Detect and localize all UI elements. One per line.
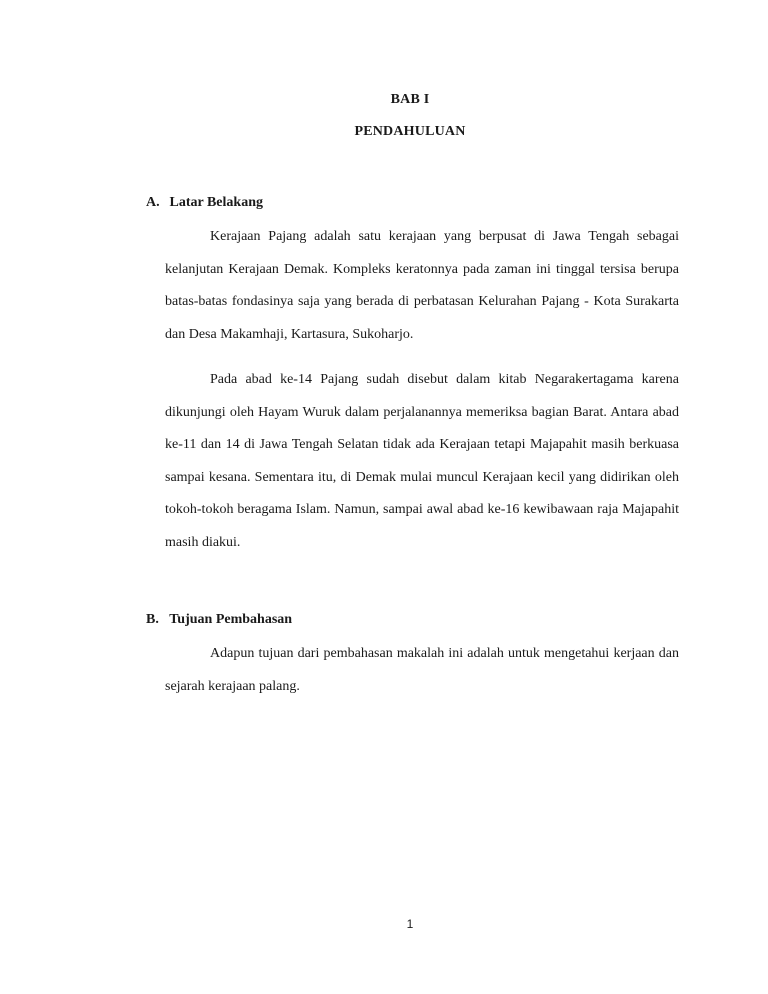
section-title: Latar Belakang (169, 195, 263, 210)
paragraph-abad-ke-14: Pada abad ke-14 Pajang sudah disebut dalam kitab Negarakertagama karena dikunjungi oleh Hayam Wuruk dalam perjalanannya memeriksa bagian Barat. Antara abad ke-11 dan 14 di Jawa Tengah Selatan tidak ada Kerajaan tetapi Majapahit masih berkuasa sampai kesana. Sementara itu, di Demak mulai muncul Kerajaan kecil yang didirikan oleh tokoh-tokoh beragama Islam. Namun, sampai awal abad ke-16 kewibawaan raja Majapahit masih diakui. (165, 372, 679, 550)
page-number: 1 (406, 917, 414, 931)
paragraph-kerajaan-pajang: Kerajaan Pajang adalah satu kerajaan yang berpusat di Jawa Tengah sebagai kelanjutan Kerajaan Demak. Kompleks keratonnya pada zaman ini tinggal tersisa berupa batas-batas fondasinya saja yang berada di perbatasan Kelurahan Pajang - Kota Surakarta dan Desa Makamhaji, Kartasura, Sukoharjo. (165, 229, 679, 342)
section-heading-tujuan-pembahasan (146, 612, 292, 628)
chapter-title: PENDAHULUAN (354, 124, 466, 139)
section-number: B. (146, 612, 159, 627)
chapter-number: BAB I (390, 92, 430, 107)
section-number: A. (146, 195, 160, 210)
paragraph-tujuan: Adapun tujuan dari pembahasan makalah ini adalah untuk mengetahui kerjaan dan sejarah kerajaan palang. (165, 646, 679, 694)
section-heading-latar-belakang (146, 195, 263, 211)
section-title: Tujuan Pembahasan (169, 612, 293, 627)
